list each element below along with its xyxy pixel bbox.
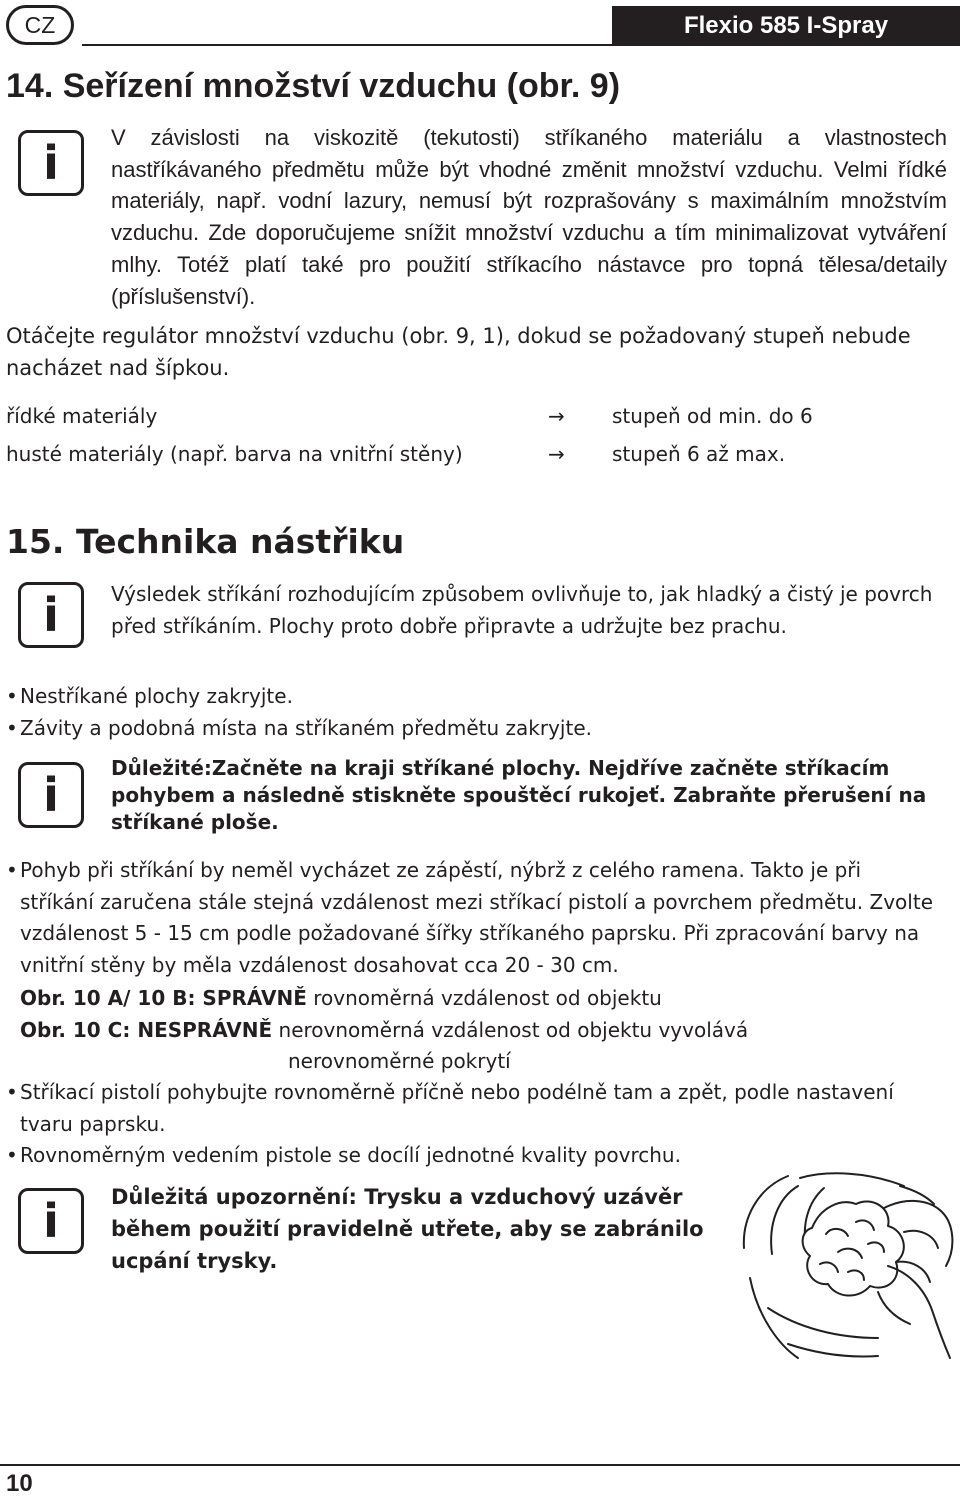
section-14-info: V závislosti na viskozitě (tekutosti) stříkaného materiálu a vlastnostech nastříkávaného předmětu může být vhodné změnit množství vzduchu. Velmi řídké materiály, např. vodní lazury, nemusí být rozprašovány s maximálním množstvím vzduchu. Zde doporučujeme snížit množství vzduchu a tím minimalizovat vytváření mlhy. Totéž platí také pro použití stříkacího nástavce pro topná tělesa/detaily (příslušenství). [111, 125, 947, 309]
info-icon [18, 762, 84, 828]
list-item-text: Stříkací pistolí pohybujte rovnoměrně příčně nebo podélně tam a zpět, podle nastavení tvaru paprsku. [20, 1080, 894, 1136]
list-item-text: Rovnoměrným vedením pistole se docílí jednotné kvality povrchu. [20, 1143, 681, 1167]
footer-rule [0, 1464, 960, 1466]
product-name: Flexio 585 I-Spray [683, 12, 889, 39]
info-icon [18, 582, 84, 648]
arrow-right-icon: → [548, 442, 565, 466]
bullet-icon: • [6, 1143, 18, 1167]
info-icon [18, 130, 84, 196]
page-number: 10 [6, 1470, 33, 1497]
info-glyph: i [43, 588, 59, 642]
info-glyph: i [43, 1194, 59, 1248]
bullet-icon: • [6, 858, 18, 882]
wrong-label: Obr. 10 C: NESPRÁVNĚ [20, 1018, 273, 1042]
bullet-icon: • [6, 684, 18, 708]
correct-row [20, 982, 662, 1014]
info-glyph: i [43, 136, 59, 190]
info-icon [18, 1188, 84, 1254]
list-item-text: Závity a podobná místa na stříkaném předmětu zakryjte. [20, 716, 592, 740]
list-item-text: Pohyb při stříkání by neměl vycházet ze zápěstí, nýbrž z celého ramena. Takto je při stříkání zaručena stále stejná vzdálenost mezi stříkací pistolí a povrchem předmětu. Zvolte vzdálenost 5 - 15 cm podle požadované šířky stříkaného paprsku. Při zpracování barvy na vnitřní stěny by měla vzdálenost dosahovat cca 20 - 30 cm. [20, 858, 933, 977]
section-14-instruction: Otáčejte regulátor množství vzduchu (obr. 9, 1), dokud se požadovaný stupeň nebude nacházet nad šípkou. [6, 324, 911, 380]
warning-note: Důležitá upozornění: Trysku a vzduchový uzávěr během použití pravidelně utřete, aby se zabránilo ucpání trysky. [111, 1185, 704, 1273]
correct-label: Obr. 10 A/ 10 B: SPRÁVNĚ [20, 986, 307, 1010]
section-15-info: Výsledek stříkání rozhodujícím způsobem ovlivňuje to, jak hladký a čistý je povrch před stříkáním. Plochy proto dobře připravte a udržujte bez prachu. [111, 582, 933, 638]
language-badge [6, 5, 74, 45]
correct-text: rovnoměrná vzdálenost od objektu [313, 986, 662, 1010]
section-14-heading: 14. Seřízení množství vzduchu (obr. 9) [6, 67, 621, 105]
bullet-icon: • [6, 1080, 18, 1104]
table-row-thick-material [6, 438, 463, 470]
table-row-thin-material [6, 400, 157, 432]
wrong-text: nerovnoměrná vzdálenost od objektu vyvolává [278, 1018, 749, 1042]
wrong-text-continued: nerovnoměrné pokrytí [288, 1049, 511, 1073]
info-glyph: i [43, 768, 59, 822]
arrow-right-icon: → [548, 404, 565, 428]
list-item-text: Nestříkané plochy zakryjte. [20, 684, 293, 708]
cleaning-nozzle-illustration [728, 1168, 960, 1364]
setting-label: stupeň 6 až max. [612, 442, 786, 466]
product-title [612, 6, 960, 46]
material-label: řídké materiály [6, 404, 158, 428]
wrong-row [20, 1014, 748, 1046]
language-code: CZ [24, 11, 56, 38]
important-note: Důležité:Začněte na kraji stříkané plochy. Nejdříve začněte stříkacím pohybem a následně stiskněte spouštěcí rukojeť. Zabraňte přerušení na stříkané ploše. [111, 756, 927, 834]
material-label: husté materiály (např. barva na vnitřní stěny) [6, 442, 463, 466]
bullet-icon: • [6, 716, 18, 740]
setting-label: stupeň od min. do 6 [612, 404, 813, 428]
section-15-heading: 15. Technika nástřiku [6, 522, 405, 561]
